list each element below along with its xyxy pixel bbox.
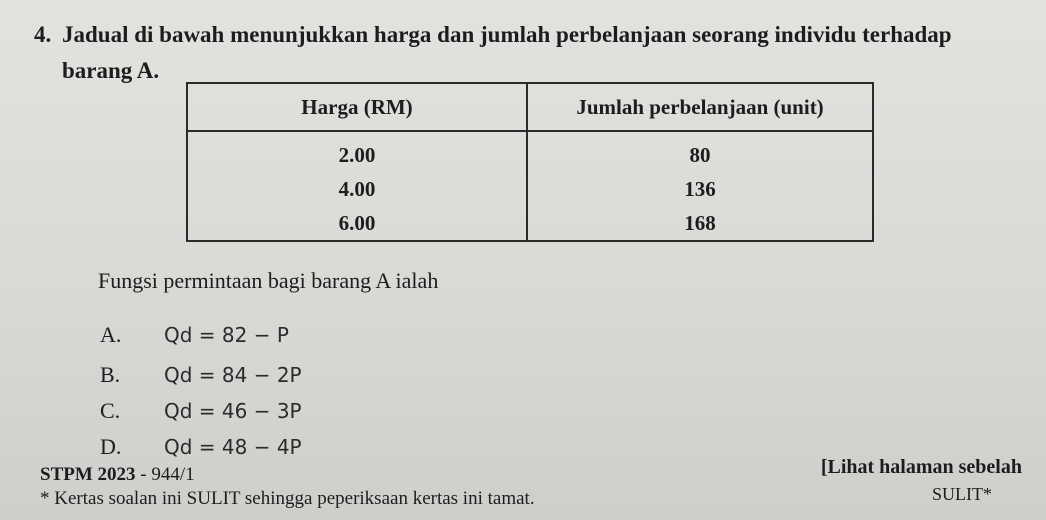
table-header-row xyxy=(187,83,873,131)
header-expenditure: Jumlah perbelanjaan (unit) xyxy=(527,83,873,131)
header-price: Harga (RM) xyxy=(187,83,527,131)
exam-code-name: STPM 2023 xyxy=(40,464,136,485)
cell-expenditure: 136 xyxy=(527,172,873,206)
option-c[interactable] xyxy=(100,398,302,424)
option-equation: Qd = 48 − 4P xyxy=(164,435,302,459)
cell-price: 4.00 xyxy=(187,172,527,206)
question-text-line1: Jadual di bawah menunjukkan harga dan jumlah perbelanjaan seorang individu terhadap xyxy=(62,22,952,47)
option-a[interactable] xyxy=(100,322,289,348)
exam-code xyxy=(40,464,195,486)
sulit-mark: SULIT* xyxy=(932,484,992,504)
option-d[interactable] xyxy=(100,434,302,460)
table-row xyxy=(187,131,873,172)
price-expenditure-table xyxy=(186,82,874,242)
confidential-note: * Kertas soalan ini SULIT sehingga peperiksaan kertas ini tamat. xyxy=(40,488,535,509)
cell-expenditure: 80 xyxy=(527,131,873,172)
option-equation: Qd = 46 − 3P xyxy=(164,399,302,423)
paper-code: - 944/1 xyxy=(135,464,195,485)
question-number: 4. xyxy=(34,22,52,47)
next-page-note: [Lihat halaman sebelah xyxy=(820,456,1022,478)
option-letter: B. xyxy=(100,362,121,387)
table-row xyxy=(187,206,873,241)
cell-expenditure: 168 xyxy=(527,206,873,241)
cell-price: 2.00 xyxy=(187,131,527,172)
question-text-line2: barang A. xyxy=(62,58,160,83)
option-equation: Qd = 84 − 2P xyxy=(164,363,302,387)
option-letter: C. xyxy=(100,398,121,423)
cell-price: 6.00 xyxy=(187,206,527,241)
question-prompt: Fungsi permintaan bagi barang A ialah xyxy=(98,268,439,293)
option-letter: D. xyxy=(100,434,122,459)
option-equation: Qd = 82 − P xyxy=(164,323,289,347)
option-b[interactable] xyxy=(100,362,302,388)
option-letter: A. xyxy=(100,322,122,347)
table-row xyxy=(187,172,873,206)
